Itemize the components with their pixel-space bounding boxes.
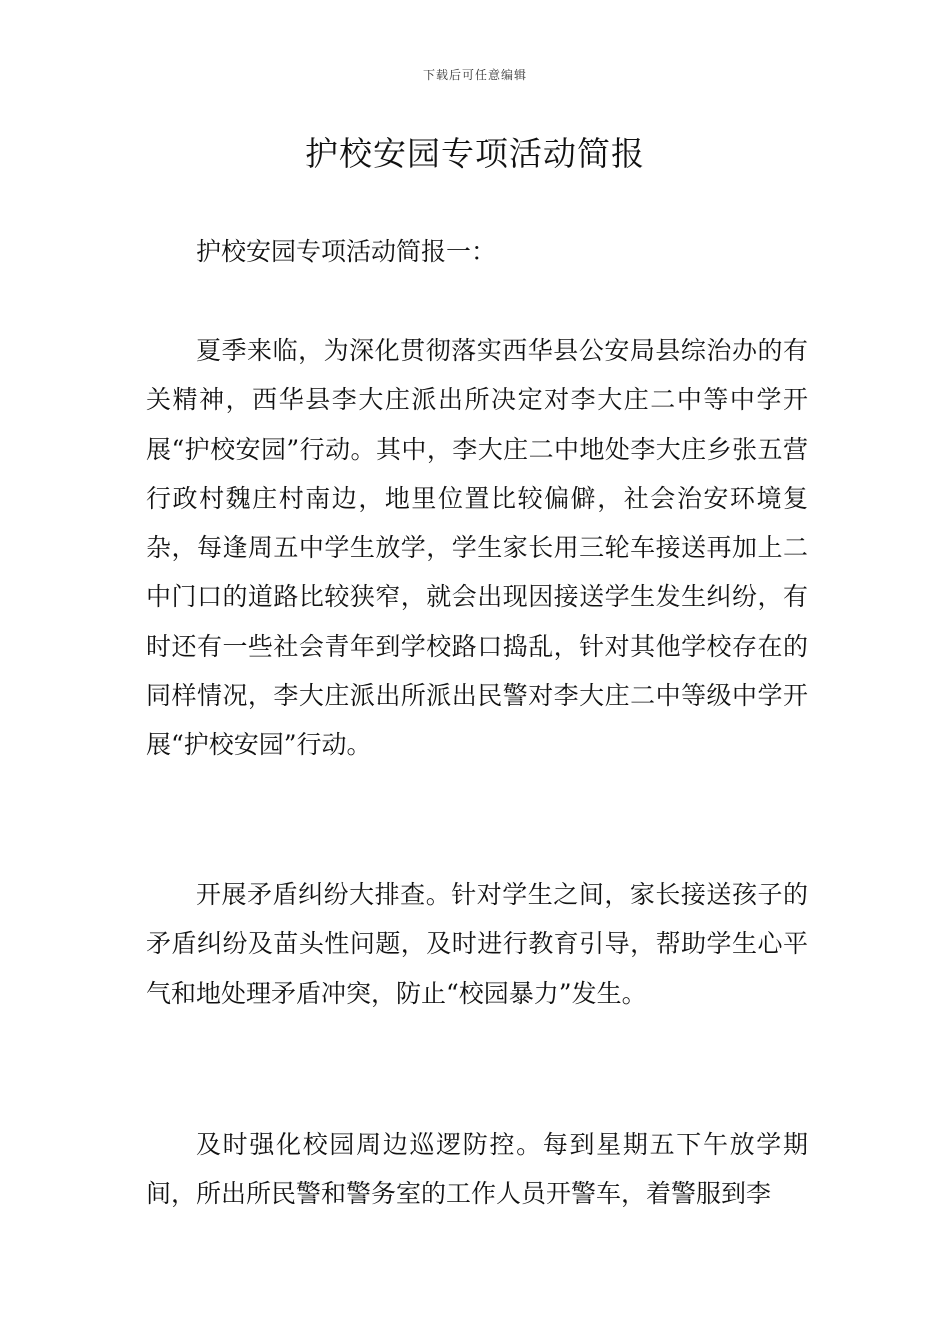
paragraph-patrol: 及时强化校园周边巡逻防控。每到星期五下午放学期间，所出所民警和警务室的工作人员开警车，着警服到李 <box>146 1130 808 1209</box>
document-subtitle: 护校安园专项活动简报一： <box>196 237 497 266</box>
document-title: 护校安园专项活动简报 <box>305 134 645 173</box>
header-note: 下载后可任意编辑 <box>422 68 527 82</box>
paragraph-dispute-screening: 开展矛盾纠纷大排查。针对学生之间，家长接送孩子的矛盾纠纷及苗头性问题，及时进行教育引导，帮助学生心平气和地处理矛盾冲突，防止“校园暴力”发生。 <box>146 880 808 1008</box>
paragraph-intro: 夏季来临，为深化贯彻落实西华县公安局县综治办的有关精神，西华县李大庄派出所决定对李大庄二中等中学开展“护校安园”行动。其中，李大庄二中地处李大庄乡张五营行政村魏庄村南边，地里位置比较偏僻，社会治安环境复杂，每逢周五中学生放学，学生家长用三轮车接送再加上二中门口的道路比较狭窄，就会出现因接送学生发生纠纷，有时还有一些社会青年到学校路口捣乱，针对其他学校存在的同样情况，李大庄派出所派出民警对李大庄二中等级中学开展“护校安园”行动。 <box>146 336 808 760</box>
